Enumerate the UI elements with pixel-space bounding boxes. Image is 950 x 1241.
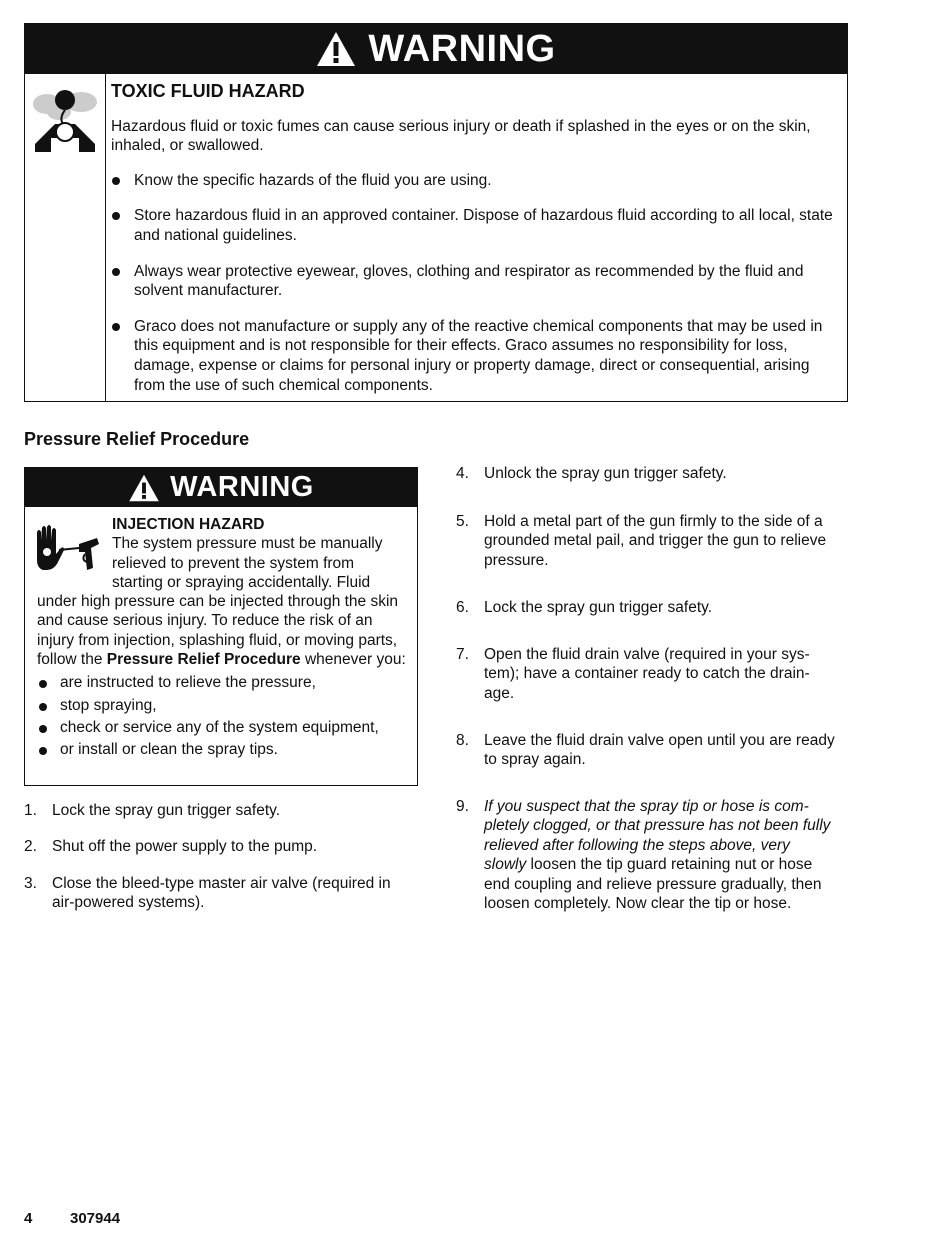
toxic-hazard-content [111, 82, 837, 411]
hazard-title: TOXIC FLUID HAZARD [111, 81, 305, 101]
step-text-normal: loosen the tip guard retaining nut or hose [526, 856, 813, 874]
hazard-text-line: The system pressure must be manually [112, 535, 383, 553]
hazard-text-line: relieved to prevent the system from [112, 554, 355, 572]
warning-banner [25, 24, 847, 74]
list-item: Store hazardous fluid in an approved container. Dispose of hazardous fluid according to all local, state and national guidelines. [111, 206, 837, 245]
step-number: 3. [24, 875, 37, 892]
step-text-line: tem); have a container ready to catch the drain- [484, 665, 810, 683]
section-heading: Pressure Relief Procedure [24, 429, 250, 449]
pressure-relief-reference: Pressure Relief Procedure [106, 651, 301, 669]
warning-banner-text: WARNING [368, 27, 556, 70]
hazard-bullet-list [111, 171, 837, 395]
warning-triangle-icon [128, 474, 160, 502]
step-text-line: air-powered systems). [52, 894, 205, 912]
step-number: 7. [456, 646, 469, 663]
document-number: 307944 [70, 1210, 121, 1227]
injection-hazard-content [37, 515, 409, 763]
step-text: Lock the spray gun trigger safety. [52, 802, 281, 819]
toxic-fumes-icon [29, 86, 101, 158]
page-number: 4 [24, 1210, 33, 1227]
step-text: Shut off the power supply to the pump. [52, 838, 318, 855]
hazard-body [37, 592, 409, 669]
step-text [484, 797, 830, 913]
step-text-line: loosen completely. Now clear the tip or hose. [484, 895, 792, 913]
step-text-line: end coupling and relieve pressure gradually, then [484, 875, 822, 893]
hazard-body-end: whenever you: [304, 651, 406, 669]
list-item: are instructed to relieve the pressure, [37, 673, 409, 692]
list-item: stop spraying, [37, 696, 409, 715]
step-text-line: relieved after following the steps above, very [484, 836, 790, 854]
step-text [484, 731, 835, 770]
step-text-italic: slowly [484, 856, 527, 874]
step-text [52, 874, 391, 913]
step-text-line: Open the fluid drain valve (required in your sys- [484, 646, 810, 663]
hazard-body-text: under high pressure can be injected through the skin and cause serious injury. To reduce the risk of an injury from injection, splashing fluid, or moving parts, follow the [37, 593, 399, 669]
step-9 [456, 797, 856, 917]
step-5 [456, 512, 856, 572]
step-number: 4. [456, 465, 469, 482]
list-item: Always wear protective eyewear, gloves, clothing and respirator as recommended by the fluid and solvent manufacturer. [111, 262, 837, 301]
step-text-line: grounded metal pail, and trigger the gun to relieve [484, 532, 827, 550]
step-number: 5. [456, 513, 469, 530]
warning-banner-text: WARNING [170, 471, 314, 503]
warning-triangle-icon [316, 31, 356, 67]
step-text: Unlock the spray gun trigger safety. [484, 465, 727, 482]
step-3 [24, 874, 424, 914]
step-text-line: pressure. [484, 551, 549, 569]
step-text-line: Leave the fluid drain valve open until you are ready [484, 732, 835, 749]
step-8 [456, 731, 856, 771]
hazard-text-line: starting or spraying accidentally. Fluid [112, 573, 371, 591]
step-number: 9. [456, 798, 469, 815]
step-number: 2. [24, 838, 37, 855]
toxic-fluid-warning-box [24, 23, 848, 402]
step-7 [456, 645, 856, 705]
step-number: 1. [24, 802, 37, 819]
step-text-line: Hold a metal part of the gun firmly to the side of a [484, 513, 823, 530]
injection-warning-box [24, 467, 418, 786]
hazard-bullet-list [37, 673, 409, 759]
step-text-line: If you suspect that the spray tip or hose is com- [484, 798, 809, 815]
hazard-intro: Hazardous fluid or toxic fumes can cause serious injury or death if splashed in the eyes or on the skin, inhaled, or swallowed. [111, 117, 811, 155]
warning-banner [25, 468, 417, 507]
hazard-title: INJECTION HAZARD [112, 516, 265, 533]
step-number: 6. [456, 599, 469, 616]
step-text-line: age. [484, 684, 515, 702]
step-text-line: to spray again. [484, 751, 586, 769]
step-text-line [484, 855, 830, 874]
list-item: Know the specific hazards of the fluid you are using. [111, 171, 837, 191]
step-text-line: pletely clogged, or that pressure has not been fully [484, 817, 831, 835]
step-number: 8. [456, 732, 469, 749]
step-text: Lock the spray gun trigger safety. [484, 599, 713, 616]
step-text [484, 512, 826, 570]
hazard-icon-column [25, 74, 106, 401]
list-item: check or service any of the system equipment, [37, 718, 409, 737]
step-text-line: Close the bleed-type master air valve (required in [52, 875, 391, 892]
list-item: Graco does not manufacture or supply any of the reactive chemical components that may be used in this equipment and is not responsible for their effects. Graco assumes no responsibility for loss, damage, expense or claims for personal injury or property damage, direct or consequential, arising from the use of such chemical components. [111, 317, 837, 395]
list-item: or install or clean the spray tips. [37, 740, 409, 759]
step-text [484, 645, 810, 703]
